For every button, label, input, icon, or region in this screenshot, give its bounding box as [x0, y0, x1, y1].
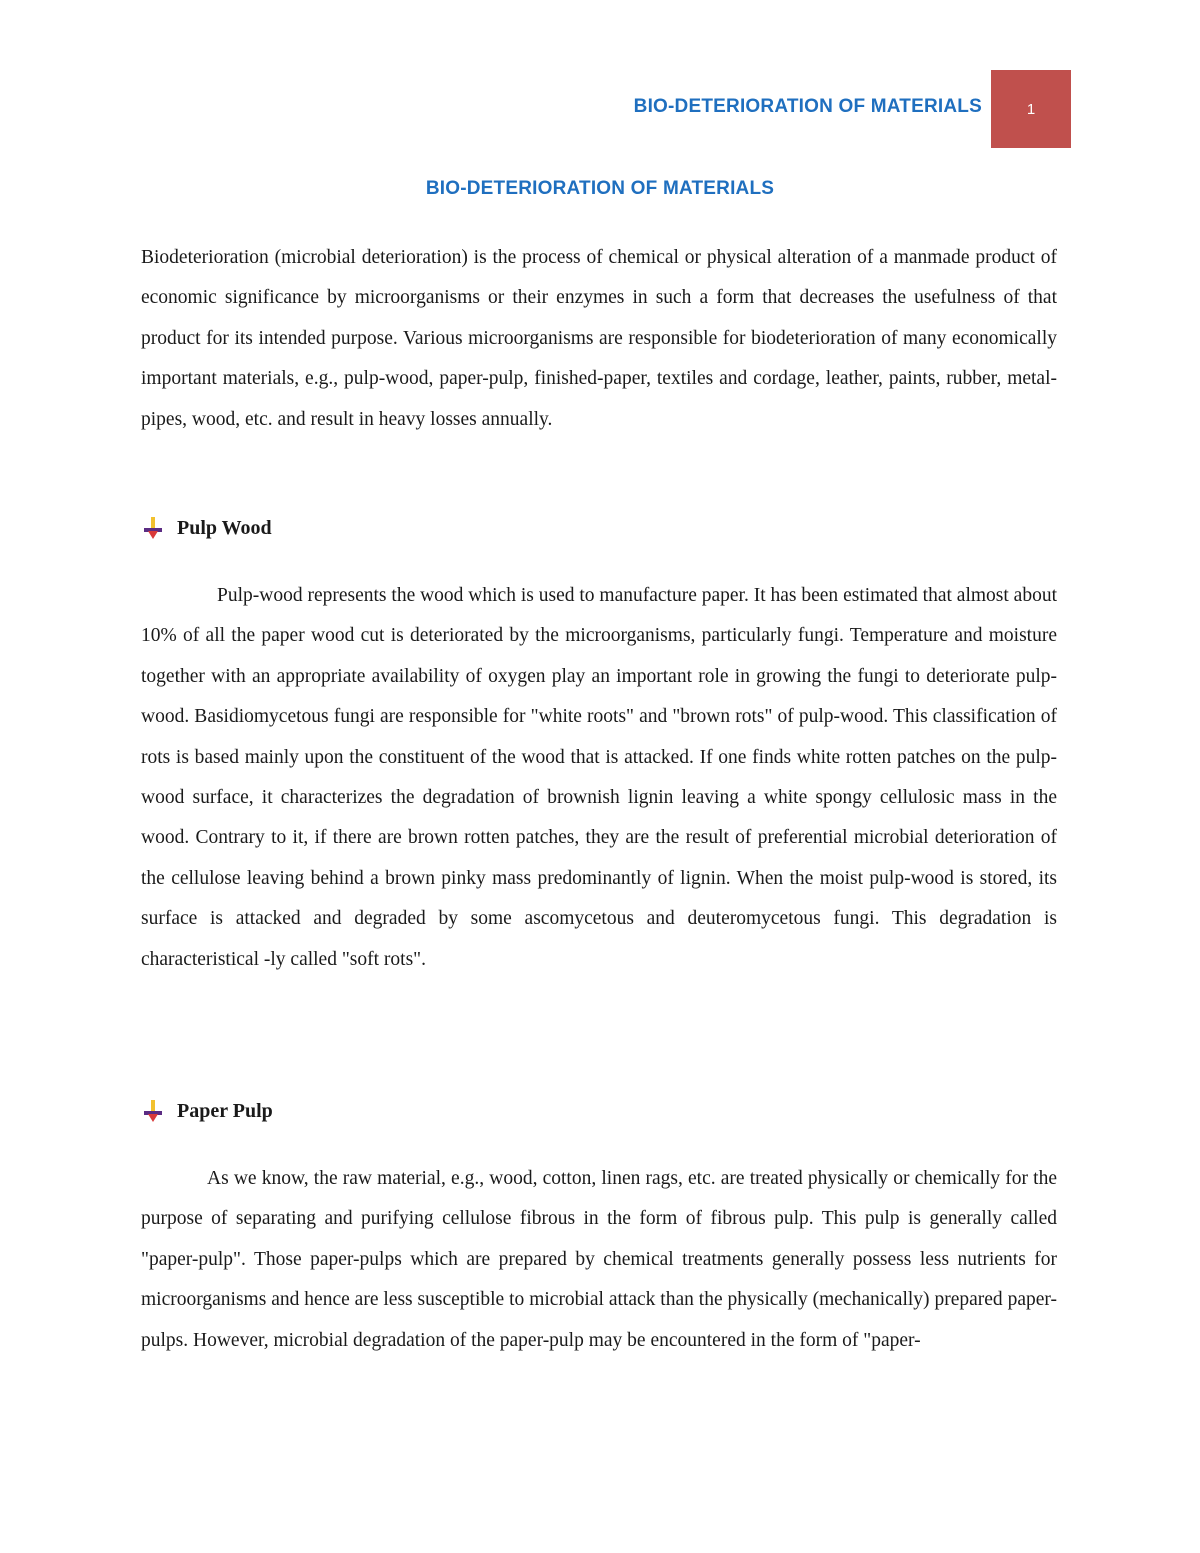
- paper-pulp-text: As we know, the raw material, e.g., wood, cotton, linen rags, etc. are treated physically or chemically for the purpose of separating and purifying cellulose fibrous in the form of fibrous pulp. This pulp is generally called "paper-pulp". Those paper-pulps which are prepared by chemical treatments generally possess less nutrients for microorganisms and hence are less susceptible to microbial attack than the physically (mechanically) prepared paper-pulps. However, microbial degradation of the paper-pulp may be encountered in the form of "paper-: [141, 1168, 1057, 1351]
- page-number-badge: [991, 70, 1071, 148]
- section-heading-label: Paper Pulp: [177, 1099, 273, 1122]
- section-heading-label: Pulp Wood: [177, 516, 272, 539]
- page-number: 1: [1026, 100, 1036, 118]
- pulp-wood-text: Pulp-wood represents the wood which is used to manufacture paper. It has been estimated that almost about 10% of all the paper wood cut is deteriorated by the microorganisms, particularly fungi. Temperature and moisture together with an appropriate availability of oxygen play an important role in growing the fungi to deteriorate pulp-wood. Basidiomycetous fungi are responsible for "white roots" and "brown rots" of pulp-wood. This classification of rots is based mainly upon the constituent of the wood that is attacked. If one finds white rotten patches on the pulp-wood surface, it characterizes the degradation of brownish lignin leaving a white spongy cellulosic mass in the wood. Contrary to it, if there are brown rotten patches, they are the result of preferential microbial deterioration of the cellulose leaving behind a brown pinky mass predominantly of lignin. When the moist pulp-wood is stored, its surface is attacked and degraded by some ascomycetous and deuteromycetous fungi. This degradation is characteristical -ly called "soft rots".: [141, 585, 1057, 970]
- document-title: BIO-DETERIORATION OF MATERIALS: [425, 178, 775, 199]
- section-heading-pulp-wood: [141, 514, 272, 542]
- paper-pulp-paragraph: [141, 1159, 1057, 1361]
- intro-paragraph: Biodeterioration (microbial deterioration) is the process of chemical or physical alteration of a manmade product of economic significance by microorganisms or their enzymes in such a form that decreases the usefulness of that product for its intended purpose. Various microorganisms are responsible for biodeterioration of many economically important materials, e.g., pulp-wood, paper-pulp, finished-paper, textiles and cordage, leather, paints, rubber, metal-pipes, wood, etc. and result in heavy losses annually.: [141, 247, 1057, 430]
- section-heading-paper-pulp: [141, 1097, 273, 1125]
- running-header-title: BIO-DETERIORATION OF MATERIALS: [633, 96, 982, 117]
- arrow-bullet-icon: [141, 1099, 165, 1123]
- arrow-bullet-icon: [141, 516, 165, 540]
- pulp-wood-paragraph: [141, 576, 1057, 980]
